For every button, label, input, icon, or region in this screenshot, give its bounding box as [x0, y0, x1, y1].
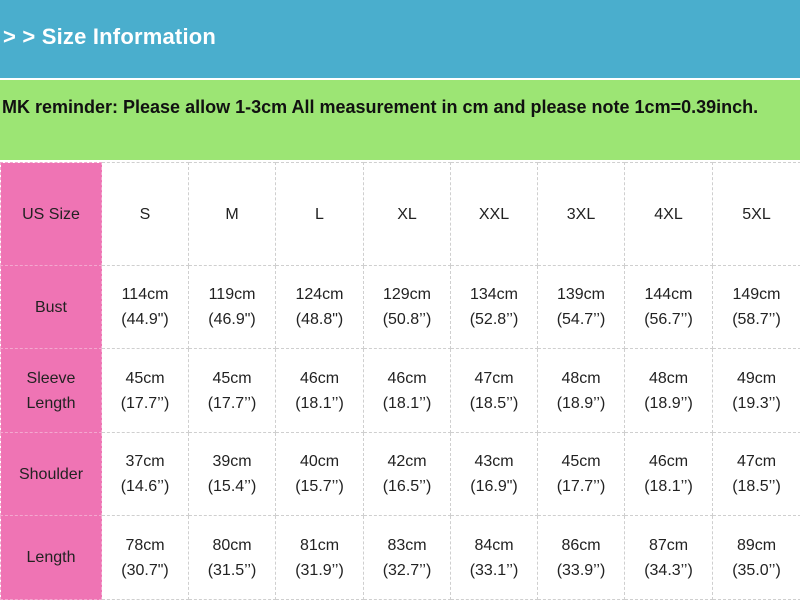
size-header-row: [1, 163, 800, 266]
row-label-sleeve-length: Sleeve Length: [1, 349, 102, 433]
measurement-cell: 144cm (56.7’’): [625, 266, 713, 349]
measurement-cell: 39cm (15.4’’): [189, 433, 276, 516]
size-info-header: [0, 0, 800, 80]
reminder-text: MK reminder: Please allow 1-3cm All measurement in cm and please note 1cm=0.39inch.: [2, 97, 759, 117]
size-cell: L: [276, 163, 364, 266]
measurement-cell: 83cm (32.7’’): [364, 516, 451, 600]
measurement-cell: 80cm (31.5’’): [189, 516, 276, 600]
measurement-cell: 87cm (34.3’’): [625, 516, 713, 600]
header-title: > > Size Information: [3, 24, 217, 49]
measurement-cell: 45cm (17.7’’): [102, 349, 189, 433]
measurement-cell: 40cm (15.7’’): [276, 433, 364, 516]
measurement-cell: 114cm (44.9"): [102, 266, 189, 349]
measurement-cell: 47cm (18.5’’): [713, 433, 800, 516]
row-label-bust: Bust: [1, 266, 102, 349]
measurement-cell: 46cm (18.1’’): [625, 433, 713, 516]
measurement-cell: 45cm (17.7’’): [189, 349, 276, 433]
measurement-cell: 47cm (18.5’’): [451, 349, 538, 433]
row-label-length: Length: [1, 516, 102, 600]
size-cell: XL: [364, 163, 451, 266]
measurement-cell: 89cm (35.0’’): [713, 516, 800, 600]
measurement-cell: 78cm (30.7"): [102, 516, 189, 600]
row-label-shoulder: Shoulder: [1, 433, 102, 516]
row-label-us-size: US Size: [1, 163, 102, 266]
measurement-cell: 37cm (14.6’’): [102, 433, 189, 516]
size-cell: 4XL: [625, 163, 713, 266]
table-row: [1, 516, 800, 600]
measurement-cell: 42cm (16.5’’): [364, 433, 451, 516]
size-chart-table: [0, 162, 800, 600]
table-row: [1, 349, 800, 433]
measurement-cell: 84cm (33.1’’): [451, 516, 538, 600]
table-row: [1, 266, 800, 349]
table-row: [1, 433, 800, 516]
measurement-cell: 139cm (54.7’’): [538, 266, 625, 349]
measurement-cell: 129cm (50.8’’): [364, 266, 451, 349]
measurement-cell: 48cm (18.9’’): [625, 349, 713, 433]
measurement-cell: 86cm (33.9’’): [538, 516, 625, 600]
measurement-cell: 134cm (52.8’’): [451, 266, 538, 349]
size-cell: 5XL: [713, 163, 800, 266]
measurement-cell: 149cm (58.7’’): [713, 266, 800, 349]
measurement-cell: 43cm (16.9"): [451, 433, 538, 516]
size-cell: 3XL: [538, 163, 625, 266]
measurement-cell: 119cm (46.9"): [189, 266, 276, 349]
measurement-cell: 48cm (18.9’’): [538, 349, 625, 433]
measurement-cell: 46cm (18.1’’): [364, 349, 451, 433]
reminder-banner: [0, 80, 800, 160]
size-cell: M: [189, 163, 276, 266]
measurement-cell: 45cm (17.7’’): [538, 433, 625, 516]
size-cell: S: [102, 163, 189, 266]
measurement-cell: 49cm (19.3’’): [713, 349, 800, 433]
measurement-cell: 81cm (31.9’’): [276, 516, 364, 600]
size-cell: XXL: [451, 163, 538, 266]
measurement-cell: 124cm (48.8"): [276, 266, 364, 349]
measurement-cell: 46cm (18.1’’): [276, 349, 364, 433]
